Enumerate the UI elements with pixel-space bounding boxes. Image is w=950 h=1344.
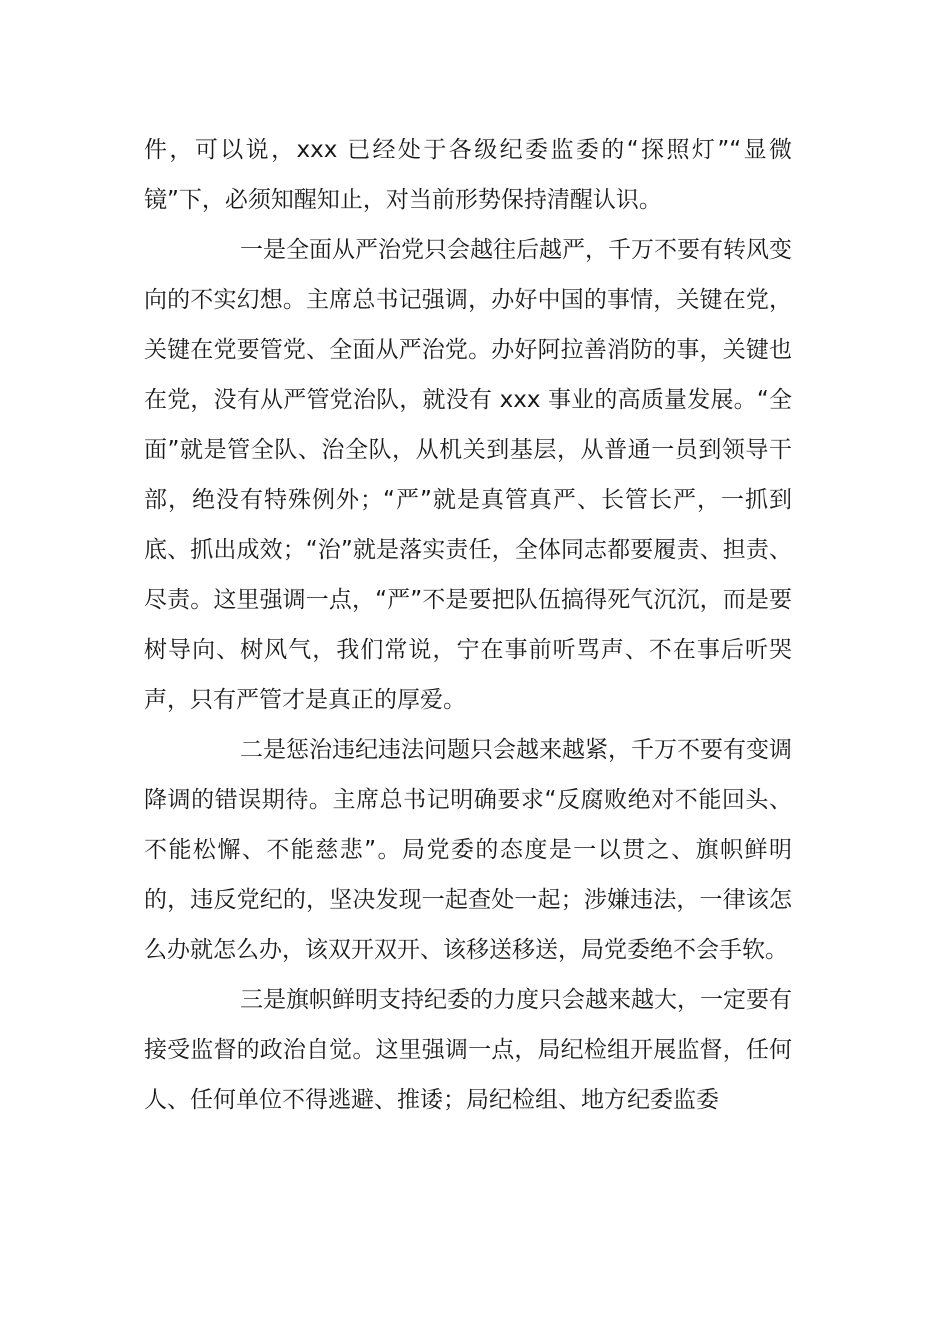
paragraph-point-three: 三是旗帜鲜明支持纪委的力度只会越来越大，一定要有接受监督的政治自觉。这里强调一点，局纪检组开展监督，任何人、任何单位不得逃避、推诿；局纪检组、地方纪委监委 (144, 987, 792, 1113)
paragraph-point-two: 二是惩治违纪违法问题只会越来越紧，千万不要有变调降调的错误期待。主席总书记明确要求“反腐败绝对不能回头、不能松懈、不能慈悲”。局党委的态度是一以贯之、旗帜鲜明的，违反党纪的，坚决发现一起查处一起；涉嫌违法，一律该怎么办就怎么办，该双开双开、该移送移送，局党委绝不会手软。 (144, 737, 792, 963)
paragraph-point-one: 一是全面从严治党只会越往后越严，千万不要有转风变向的不实幻想。主席总书记强调，办好中国的事情，关键在党，关键在党要管党、全面从严治党。办好阿拉善消防的事，关键也在党，没有从严管党治队，就没有 xxx 事业的高质量发展。“全面”就是管全队、治全队，从机关到基层，从普通一员到领导干部，绝没有特殊例外；“严”就是真管真严、长管长严，一抓到底、抓出成效；“治”就是落实责任，全体同志都要履责、担责、尽责。这里强调一点，“严”不是要把队伍搞得死气沉沉，而是要树导向、树风气，我们常说，宁在事前听骂声、不在事后听哭声，只有严管才是真正的厚爱。 (144, 237, 792, 713)
paragraph-continuation: 件，可以说，xxx 已经处于各级纪委监委的“探照灯”“显微镜”下，必须知醒知止，对当前形势保持清醒认识。 (144, 137, 792, 213)
document-body (144, 125, 792, 1125)
